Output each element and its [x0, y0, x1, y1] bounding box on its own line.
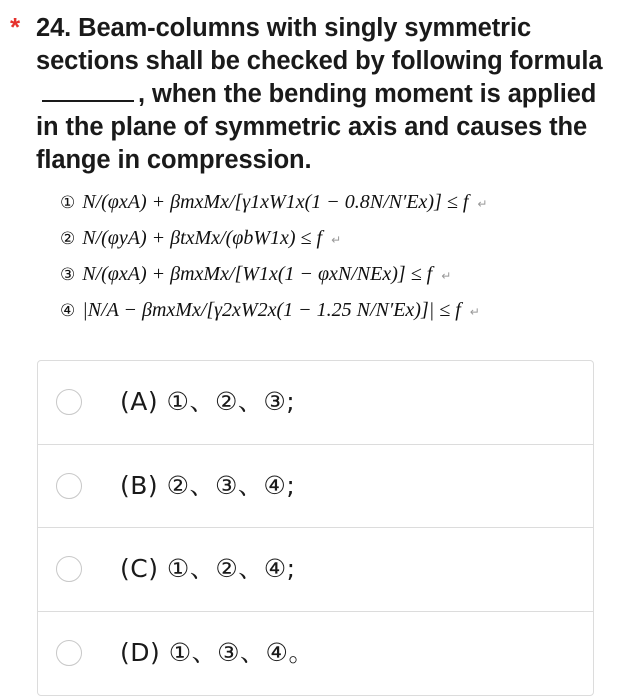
- option-a[interactable]: [38, 361, 593, 445]
- option-a-label: (A) ①、②、③;: [120, 387, 296, 416]
- radio-c[interactable]: [56, 556, 82, 582]
- return-mark-icon: ↵: [331, 233, 342, 247]
- option-d[interactable]: [38, 612, 593, 696]
- return-mark-icon: ↵: [469, 305, 480, 319]
- formula-2: [60, 220, 620, 256]
- option-b[interactable]: [38, 445, 593, 529]
- formula-expression: N/(φxA) + βmxMx/[W1x(1 − φxN/NEx)] ≤ f: [82, 263, 433, 285]
- return-mark-icon: ↵: [441, 269, 452, 283]
- formula-number: ③: [60, 265, 76, 285]
- answer-options: [37, 360, 594, 696]
- question-text: [36, 12, 616, 177]
- question-text-after-blank: , when the bending moment is applied in the plane of symmetric axis and causes the flange in compression.: [36, 80, 597, 174]
- required-star: *: [10, 12, 21, 42]
- option-c[interactable]: [38, 528, 593, 612]
- formula-number: ④: [60, 301, 76, 321]
- formula-1: [60, 184, 620, 220]
- formula-number: ①: [60, 193, 76, 213]
- radio-d[interactable]: [56, 640, 82, 666]
- formula-expression: |N/A − βmxMx/[γ2xW2x(1 − 1.25 N/N′Ex)]| ≤ f: [82, 299, 461, 321]
- formula-4: [60, 292, 620, 328]
- option-b-label: (B) ②、③、④;: [120, 470, 296, 500]
- formula-number: ②: [60, 229, 76, 249]
- radio-a[interactable]: [56, 389, 82, 415]
- return-mark-icon: ↵: [477, 197, 488, 211]
- question-text-before-blank: 24. Beam-columns with singly symmetric sections shall be checked by following formula: [36, 14, 603, 75]
- option-c-label: (C) ①、②、④;: [120, 554, 296, 583]
- radio-b[interactable]: [56, 473, 82, 499]
- formula-expression: N/(φyA) + βtxMx/(φbW1x) ≤ f: [82, 227, 323, 249]
- option-d-label: (D) ①、③、④。: [120, 637, 314, 667]
- formula-3: [60, 256, 620, 292]
- answer-blank: [42, 78, 134, 102]
- formula-expression: N/(φxA) + βmxMx/[γ1xW1x(1 − 0.8N/N′Ex)] ≤ f: [82, 191, 469, 213]
- formula-list: [60, 184, 620, 328]
